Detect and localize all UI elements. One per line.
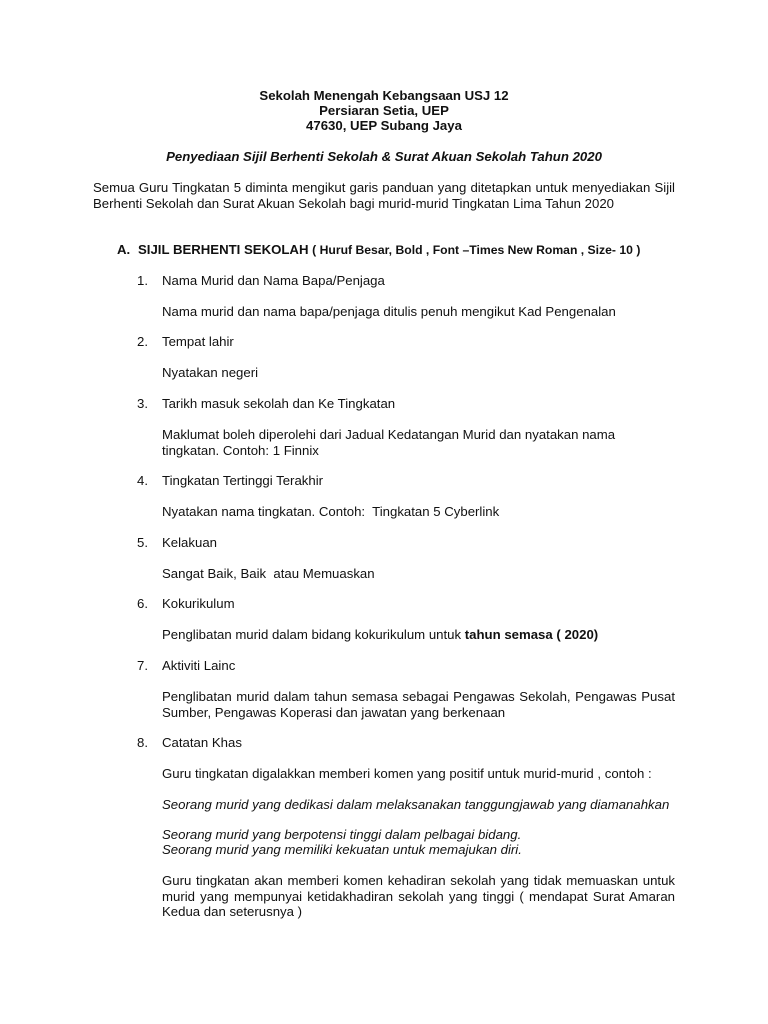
item-body-2: Guru tingkatan akan memberi komen kehadiran sekolah yang tidak memuaskan untuk murid yang mempunyai ketidakhadiran sekolah yang tinggi ( mendapat Surat Amaran Kedua dan seterusnya )	[162, 873, 675, 919]
section-a-note: ( Huruf Besar, Bold , Font –Times New Roman , Size- 10 )	[312, 243, 641, 257]
section-a-marker: A.	[117, 242, 131, 257]
item-body-text: Penglibatan murid dalam bidang kokurikulum untuk	[162, 627, 465, 642]
item-body: Nyatakan nama tingkatan. Contoh: Tingkatan 5 Cyberlink	[162, 504, 500, 519]
item-body: Penglibatan murid dalam tahun semasa sebagai Pengawas Sekolah, Pengawas Pusat Sumber, Pengawas Koperasi dan jawatan yang berkenaan	[162, 689, 675, 720]
item-body: Maklumat boleh diperolehi dari Jadual Kedatangan Murid dan nyatakan nama tingkatan. Contoh: 1 Finnix	[162, 427, 616, 458]
item-body: Nama murid dan nama bapa/penjaga ditulis penuh mengikut Kad Pengenalan	[162, 304, 616, 319]
intro-paragraph: Semua Guru Tingkatan 5 diminta mengikut garis panduan yang ditetapkan untuk menyediakan Sijil Berhenti Sekolah dan Surat Akuan Sekolah bagi murid-murid Tingkatan Lima Tahun 2020	[93, 180, 675, 211]
item-number: 3.	[137, 396, 148, 411]
school-name: Sekolah Menengah Kebangsaan USJ 12	[259, 88, 509, 103]
item-label: Tingkatan Tertinggi Terakhir	[162, 473, 324, 488]
item-body-emphasis: tahun semasa ( 2020)	[464, 627, 599, 642]
item-number: 4.	[137, 473, 148, 488]
item-label: Catatan Khas	[162, 735, 242, 750]
item-label: Tempat lahir	[162, 334, 234, 349]
item-number: 5.	[137, 535, 148, 550]
item-body: Sangat Baik, Baik atau Memuaskan	[162, 566, 375, 581]
item-label: Kelakuan	[162, 535, 217, 550]
item-number: 6.	[137, 596, 148, 611]
item-label: Tarikh masuk sekolah dan Ke Tingkatan	[162, 396, 396, 411]
item-label: Nama Murid dan Nama Bapa/Penjaga	[162, 273, 385, 288]
item-body: Nyatakan negeri	[162, 365, 259, 380]
item-number: 2.	[137, 334, 148, 349]
item-body	[162, 627, 675, 643]
document-title: Penyediaan Sijil Berhenti Sekolah & Surat Akuan Sekolah Tahun 2020	[166, 149, 602, 164]
item-number: 8.	[137, 735, 148, 750]
item-label: Kokurikulum	[162, 596, 235, 611]
school-street: Persiaran Setia, UEP	[319, 103, 449, 118]
example-comment: Seorang murid yang memiliki kekuatan untuk memajukan diri.	[162, 842, 522, 857]
example-comment: Seorang murid yang dedikasi dalam melaksanakan tanggungjawab yang diamanahkan	[162, 797, 670, 812]
section-a-heading	[138, 242, 640, 259]
example-comment: Seorang murid yang berpotensi tinggi dalam pelbagai bidang.	[162, 827, 522, 842]
item-body: Guru tingkatan digalakkan memberi komen yang positif untuk murid-murid , contoh :	[162, 766, 652, 781]
section-a-title: SIJIL BERHENTI SEKOLAH	[138, 242, 309, 257]
school-city: 47630, UEP Subang Jaya	[306, 118, 462, 133]
item-label: Aktiviti Lainc	[162, 658, 236, 673]
item-number: 1.	[137, 273, 148, 288]
item-number: 7.	[137, 658, 148, 673]
